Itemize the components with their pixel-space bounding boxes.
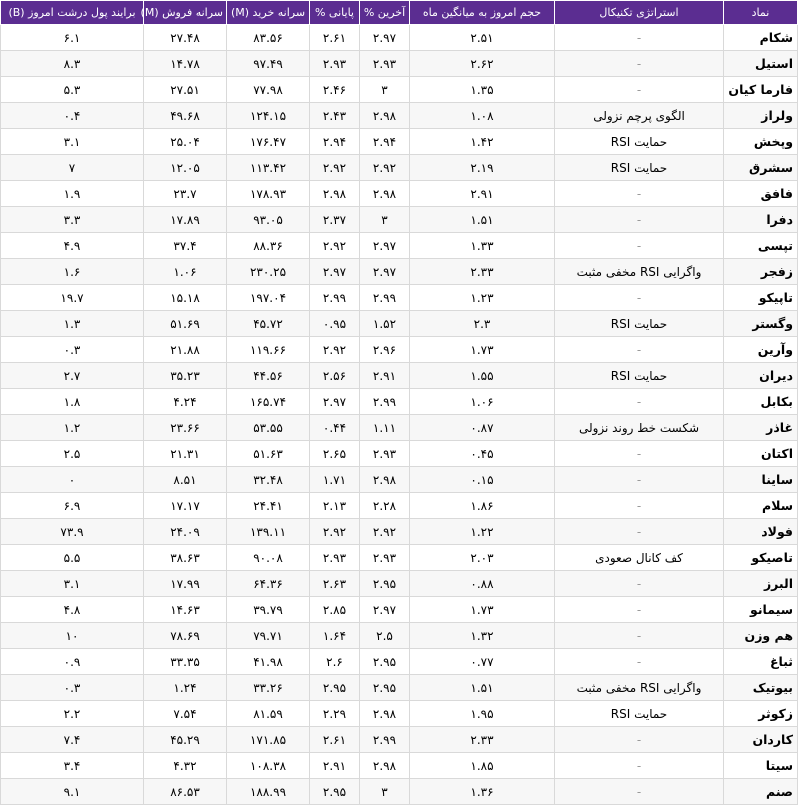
strategy-cell: - xyxy=(555,623,724,649)
money-flow-cell: ۴.۸ xyxy=(1,597,144,623)
buy-per-capita-cell: ۱۱۳.۴۲ xyxy=(227,155,310,181)
money-flow-cell: ۵.۳ xyxy=(1,77,144,103)
last-change-cell: ۲.۹۷ xyxy=(360,25,410,51)
last-change-cell: ۳ xyxy=(360,207,410,233)
sell-per-capita-cell: ۴۵.۲۹ xyxy=(144,727,227,753)
last-change-cell: ۲.۲۸ xyxy=(360,493,410,519)
last-change-cell: ۲.۹۸ xyxy=(360,103,410,129)
volume-ratio-cell: ۱.۵۱ xyxy=(410,207,555,233)
close-change-cell: ۱.۷۱ xyxy=(310,467,360,493)
volume-ratio-cell: ۱.۷۳ xyxy=(410,597,555,623)
strategy-cell: - xyxy=(555,649,724,675)
buy-per-capita-cell: ۸۱.۵۹ xyxy=(227,701,310,727)
close-change-cell: ۲.۹۷ xyxy=(310,259,360,285)
buy-per-capita-cell: ۱۷۸.۹۳ xyxy=(227,181,310,207)
close-change-cell: ۲.۹۲ xyxy=(310,337,360,363)
buy-per-capita-cell: ۴۵.۷۲ xyxy=(227,311,310,337)
strategy-cell: - xyxy=(555,519,724,545)
symbol-cell: فافق xyxy=(724,181,798,207)
table-row xyxy=(1,181,798,207)
symbol-cell: زکوثر xyxy=(724,701,798,727)
close-change-cell: ۲.۶۱ xyxy=(310,727,360,753)
sell-per-capita-cell: ۱۴.۶۳ xyxy=(144,597,227,623)
table-row xyxy=(1,779,798,805)
symbol-cell: تپسی xyxy=(724,233,798,259)
strategy-cell: واگرایی RSI مخفی مثبت xyxy=(555,675,724,701)
volume-ratio-cell: ۱.۳۶ xyxy=(410,779,555,805)
close-change-cell: ۲.۶۳ xyxy=(310,571,360,597)
volume-ratio-cell: ۱.۴۲ xyxy=(410,129,555,155)
volume-ratio-cell: ۱.۸۵ xyxy=(410,753,555,779)
table-row xyxy=(1,623,798,649)
strategy-cell: - xyxy=(555,181,724,207)
symbol-cell: البرز xyxy=(724,571,798,597)
strategy-cell: - xyxy=(555,467,724,493)
symbol-cell: وپخش xyxy=(724,129,798,155)
money-flow-cell: ۵.۵ xyxy=(1,545,144,571)
volume-ratio-cell: ۱.۹۵ xyxy=(410,701,555,727)
money-flow-cell: ۶.۱ xyxy=(1,25,144,51)
last-change-cell: ۲.۹۷ xyxy=(360,259,410,285)
buy-per-capita-cell: ۵۳.۵۵ xyxy=(227,415,310,441)
symbol-cell: هم وزن xyxy=(724,623,798,649)
symbol-cell: تاصیکو xyxy=(724,545,798,571)
table-row xyxy=(1,493,798,519)
close-change-cell: ۲.۹۲ xyxy=(310,519,360,545)
volume-ratio-cell: ۲.۹۱ xyxy=(410,181,555,207)
money-flow-cell: ۷.۴ xyxy=(1,727,144,753)
last-change-cell: ۲.۹۸ xyxy=(360,753,410,779)
volume-ratio-cell: ۰.۷۷ xyxy=(410,649,555,675)
table-row xyxy=(1,207,798,233)
last-change-cell: ۲.۹۳ xyxy=(360,441,410,467)
sell-per-capita-cell: ۱۵.۱۸ xyxy=(144,285,227,311)
money-flow-cell: ۳.۱ xyxy=(1,129,144,155)
strategy-cell: شکست خط روند نزولی xyxy=(555,415,724,441)
symbol-cell: دفرا xyxy=(724,207,798,233)
close-change-cell: ۲.۴۶ xyxy=(310,77,360,103)
last-change-cell: ۲.۹۱ xyxy=(360,363,410,389)
last-change-cell: ۱.۵۲ xyxy=(360,311,410,337)
symbol-cell: زفجر xyxy=(724,259,798,285)
buy-per-capita-cell: ۱۰۸.۳۸ xyxy=(227,753,310,779)
symbol-cell: شکام xyxy=(724,25,798,51)
table-row xyxy=(1,285,798,311)
last-change-cell: ۲.۹۳ xyxy=(360,545,410,571)
header-last: آخرین % xyxy=(360,1,410,25)
money-flow-cell: ۱۹.۷ xyxy=(1,285,144,311)
buy-per-capita-cell: ۲۳۰.۲۵ xyxy=(227,259,310,285)
strategy-cell: - xyxy=(555,753,724,779)
volume-ratio-cell: ۰.۱۵ xyxy=(410,467,555,493)
table-row xyxy=(1,363,798,389)
strategy-cell: کف کانال صعودی xyxy=(555,545,724,571)
strategy-cell: - xyxy=(555,207,724,233)
money-flow-cell: ۱۰ xyxy=(1,623,144,649)
table-row xyxy=(1,597,798,623)
money-flow-cell: ۹.۱ xyxy=(1,779,144,805)
volume-ratio-cell: ۱.۲۳ xyxy=(410,285,555,311)
last-change-cell: ۲.۹۵ xyxy=(360,571,410,597)
money-flow-cell: ۱.۹ xyxy=(1,181,144,207)
buy-per-capita-cell: ۱۱۹.۶۶ xyxy=(227,337,310,363)
money-flow-cell: ۰.۹ xyxy=(1,649,144,675)
last-change-cell: ۲.۵ xyxy=(360,623,410,649)
close-change-cell: ۲.۳۷ xyxy=(310,207,360,233)
header-symbol: نماد xyxy=(724,1,798,25)
sell-per-capita-cell: ۲۱.۸۸ xyxy=(144,337,227,363)
volume-ratio-cell: ۰.۴۵ xyxy=(410,441,555,467)
buy-per-capita-cell: ۱۲۴.۱۵ xyxy=(227,103,310,129)
strategy-cell: - xyxy=(555,493,724,519)
strategy-cell: واگرایی RSI مخفی مثبت xyxy=(555,259,724,285)
close-change-cell: ۲.۹۱ xyxy=(310,753,360,779)
strategy-cell: - xyxy=(555,441,724,467)
buy-per-capita-cell: ۸۳.۵۶ xyxy=(227,25,310,51)
money-flow-cell: ۰.۴ xyxy=(1,103,144,129)
header-row xyxy=(1,1,798,25)
table-row xyxy=(1,701,798,727)
table-row xyxy=(1,155,798,181)
strategy-cell: - xyxy=(555,779,724,805)
close-change-cell: ۰.۴۴ xyxy=(310,415,360,441)
sell-per-capita-cell: ۳۵.۲۳ xyxy=(144,363,227,389)
symbol-cell: وآرین xyxy=(724,337,798,363)
symbol-cell: سشرق xyxy=(724,155,798,181)
symbol-cell: استیل xyxy=(724,51,798,77)
sell-per-capita-cell: ۱.۲۴ xyxy=(144,675,227,701)
money-flow-cell: ۴.۹ xyxy=(1,233,144,259)
money-flow-cell: ۰ xyxy=(1,467,144,493)
buy-per-capita-cell: ۳۹.۷۹ xyxy=(227,597,310,623)
sell-per-capita-cell: ۳۳.۳۵ xyxy=(144,649,227,675)
money-flow-cell: ۰.۳ xyxy=(1,337,144,363)
last-change-cell: ۲.۹۲ xyxy=(360,155,410,181)
symbol-cell: وگستر xyxy=(724,311,798,337)
symbol-cell: سیتا xyxy=(724,753,798,779)
buy-per-capita-cell: ۶۴.۳۶ xyxy=(227,571,310,597)
table-row xyxy=(1,441,798,467)
sell-per-capita-cell: ۱۷.۹۹ xyxy=(144,571,227,597)
last-change-cell: ۲.۹۵ xyxy=(360,675,410,701)
volume-ratio-cell: ۱.۳۵ xyxy=(410,77,555,103)
volume-ratio-cell: ۱.۰۸ xyxy=(410,103,555,129)
money-flow-cell: ۸.۳ xyxy=(1,51,144,77)
sell-per-capita-cell: ۲۴.۰۹ xyxy=(144,519,227,545)
last-change-cell: ۲.۹۸ xyxy=(360,467,410,493)
sell-per-capita-cell: ۲۱.۳۱ xyxy=(144,441,227,467)
money-flow-cell: ۶.۹ xyxy=(1,493,144,519)
money-flow-cell: ۲.۵ xyxy=(1,441,144,467)
sell-per-capita-cell: ۴.۲۴ xyxy=(144,389,227,415)
table-row xyxy=(1,415,798,441)
table-row xyxy=(1,389,798,415)
close-change-cell: ۲.۹۳ xyxy=(310,545,360,571)
volume-ratio-cell: ۱.۷۳ xyxy=(410,337,555,363)
last-change-cell: ۲.۹۶ xyxy=(360,337,410,363)
strategy-cell: الگوی پرچم نزولی xyxy=(555,103,724,129)
close-change-cell: ۰.۹۵ xyxy=(310,311,360,337)
strategy-cell: حمایت RSI xyxy=(555,129,724,155)
sell-per-capita-cell: ۵۱.۶۹ xyxy=(144,311,227,337)
buy-per-capita-cell: ۳۲.۴۸ xyxy=(227,467,310,493)
strategy-cell: حمایت RSI xyxy=(555,701,724,727)
volume-ratio-cell: ۲.۳۳ xyxy=(410,727,555,753)
table-row xyxy=(1,571,798,597)
buy-per-capita-cell: ۸۸.۳۶ xyxy=(227,233,310,259)
table-row xyxy=(1,675,798,701)
strategy-cell: - xyxy=(555,727,724,753)
money-flow-cell: ۳.۴ xyxy=(1,753,144,779)
sell-per-capita-cell: ۴۹.۶۸ xyxy=(144,103,227,129)
symbol-cell: ولراز xyxy=(724,103,798,129)
sell-per-capita-cell: ۲۵.۰۴ xyxy=(144,129,227,155)
table-row xyxy=(1,545,798,571)
symbol-cell: سیمانو xyxy=(724,597,798,623)
last-change-cell: ۲.۹۴ xyxy=(360,129,410,155)
table-row xyxy=(1,467,798,493)
sell-per-capita-cell: ۷۸.۶۹ xyxy=(144,623,227,649)
close-change-cell: ۲.۹۹ xyxy=(310,285,360,311)
buy-per-capita-cell: ۱۶۵.۷۴ xyxy=(227,389,310,415)
symbol-cell: فولاد xyxy=(724,519,798,545)
buy-per-capita-cell: ۱۷۶.۴۷ xyxy=(227,129,310,155)
table-body xyxy=(1,25,798,805)
strategy-cell: - xyxy=(555,233,724,259)
sell-per-capita-cell: ۱۴.۷۸ xyxy=(144,51,227,77)
table-row xyxy=(1,25,798,51)
money-flow-cell: ۱.۲ xyxy=(1,415,144,441)
table-row xyxy=(1,753,798,779)
header-buy-per-capita: سرانه خرید (M) xyxy=(227,1,310,25)
buy-per-capita-cell: ۹۳.۰۵ xyxy=(227,207,310,233)
volume-ratio-cell: ۱.۵۵ xyxy=(410,363,555,389)
strategy-cell: - xyxy=(555,337,724,363)
buy-per-capita-cell: ۴۴.۵۶ xyxy=(227,363,310,389)
volume-ratio-cell: ۱.۲۲ xyxy=(410,519,555,545)
close-change-cell: ۲.۸۵ xyxy=(310,597,360,623)
sell-per-capita-cell: ۲۳.۷ xyxy=(144,181,227,207)
table-row xyxy=(1,337,798,363)
last-change-cell: ۳ xyxy=(360,77,410,103)
close-change-cell: ۲.۹۴ xyxy=(310,129,360,155)
last-change-cell: ۳ xyxy=(360,779,410,805)
volume-ratio-cell: ۱.۳۳ xyxy=(410,233,555,259)
table-row xyxy=(1,649,798,675)
symbol-cell: بکابل xyxy=(724,389,798,415)
close-change-cell: ۲.۶۱ xyxy=(310,25,360,51)
table-row xyxy=(1,233,798,259)
volume-ratio-cell: ۲.۰۳ xyxy=(410,545,555,571)
symbol-cell: صنم xyxy=(724,779,798,805)
table-row xyxy=(1,51,798,77)
header-close: پایانی % xyxy=(310,1,360,25)
buy-per-capita-cell: ۵۱.۶۳ xyxy=(227,441,310,467)
money-flow-cell: ۲.۷ xyxy=(1,363,144,389)
buy-per-capita-cell: ۳۳.۲۶ xyxy=(227,675,310,701)
table-row xyxy=(1,311,798,337)
sell-per-capita-cell: ۸۶.۵۳ xyxy=(144,779,227,805)
close-change-cell: ۱.۶۴ xyxy=(310,623,360,649)
table-header xyxy=(1,1,798,25)
header-volume-ratio: حجم امروز به میانگین ماه xyxy=(410,1,555,25)
buy-per-capita-cell: ۱۳۹.۱۱ xyxy=(227,519,310,545)
sell-per-capita-cell: ۴.۳۲ xyxy=(144,753,227,779)
last-change-cell: ۲.۹۷ xyxy=(360,233,410,259)
last-change-cell: ۲.۹۹ xyxy=(360,727,410,753)
close-change-cell: ۲.۶۵ xyxy=(310,441,360,467)
last-change-cell: ۲.۹۸ xyxy=(360,701,410,727)
buy-per-capita-cell: ۱۷۱.۸۵ xyxy=(227,727,310,753)
sell-per-capita-cell: ۱۷.۱۷ xyxy=(144,493,227,519)
strategy-cell: - xyxy=(555,571,724,597)
close-change-cell: ۲.۹۷ xyxy=(310,389,360,415)
strategy-cell: حمایت RSI xyxy=(555,155,724,181)
table-row xyxy=(1,77,798,103)
header-strategy: استراتژی تکنیکال xyxy=(555,1,724,25)
close-change-cell: ۲.۶ xyxy=(310,649,360,675)
volume-ratio-cell: ۱.۸۶ xyxy=(410,493,555,519)
close-change-cell: ۲.۵۶ xyxy=(310,363,360,389)
volume-ratio-cell: ۲.۱۹ xyxy=(410,155,555,181)
volume-ratio-cell: ۰.۸۸ xyxy=(410,571,555,597)
sell-per-capita-cell: ۳۸.۶۳ xyxy=(144,545,227,571)
table-row xyxy=(1,727,798,753)
volume-ratio-cell: ۲.۳۳ xyxy=(410,259,555,285)
strategy-cell: حمایت RSI xyxy=(555,311,724,337)
strategy-cell: حمایت RSI xyxy=(555,363,724,389)
sell-per-capita-cell: ۱۷.۸۹ xyxy=(144,207,227,233)
close-change-cell: ۲.۹۵ xyxy=(310,779,360,805)
buy-per-capita-cell: ۱۸۸.۹۹ xyxy=(227,779,310,805)
money-flow-cell: ۷ xyxy=(1,155,144,181)
money-flow-cell: ۱.۸ xyxy=(1,389,144,415)
sell-per-capita-cell: ۱.۰۶ xyxy=(144,259,227,285)
volume-ratio-cell: ۲.۵۱ xyxy=(410,25,555,51)
volume-ratio-cell: ۰.۸۷ xyxy=(410,415,555,441)
volume-ratio-cell: ۱.۰۶ xyxy=(410,389,555,415)
strategy-cell: - xyxy=(555,51,724,77)
sell-per-capita-cell: ۲۳.۶۶ xyxy=(144,415,227,441)
symbol-cell: دیران xyxy=(724,363,798,389)
sell-per-capita-cell: ۳۷.۴ xyxy=(144,233,227,259)
buy-per-capita-cell: ۱۹۷.۰۴ xyxy=(227,285,310,311)
table-row xyxy=(1,259,798,285)
sell-per-capita-cell: ۸.۵۱ xyxy=(144,467,227,493)
buy-per-capita-cell: ۹۷.۴۹ xyxy=(227,51,310,77)
close-change-cell: ۲.۱۳ xyxy=(310,493,360,519)
strategy-cell: - xyxy=(555,285,724,311)
volume-ratio-cell: ۲.۳ xyxy=(410,311,555,337)
header-money-flow: برایند پول درشت امروز (B) xyxy=(1,1,144,25)
symbol-cell: بیوتیک xyxy=(724,675,798,701)
volume-ratio-cell: ۱.۳۲ xyxy=(410,623,555,649)
money-flow-cell: ۱.۳ xyxy=(1,311,144,337)
buy-per-capita-cell: ۹۰.۰۸ xyxy=(227,545,310,571)
symbol-cell: تاپیکو xyxy=(724,285,798,311)
last-change-cell: ۲.۹۳ xyxy=(360,51,410,77)
symbol-cell: فارما کیان xyxy=(724,77,798,103)
close-change-cell: ۲.۹۲ xyxy=(310,233,360,259)
close-change-cell: ۲.۹۵ xyxy=(310,675,360,701)
header-sell-per-capita: سرانه فروش (M) xyxy=(144,1,227,25)
symbol-cell: اکتان xyxy=(724,441,798,467)
money-flow-cell: ۲.۲ xyxy=(1,701,144,727)
buy-per-capita-cell: ۷۷.۹۸ xyxy=(227,77,310,103)
money-flow-cell: ۳.۱ xyxy=(1,571,144,597)
money-flow-cell: ۰.۳ xyxy=(1,675,144,701)
volume-ratio-cell: ۱.۵۱ xyxy=(410,675,555,701)
symbol-cell: ساینا xyxy=(724,467,798,493)
volume-ratio-cell: ۲.۶۲ xyxy=(410,51,555,77)
money-flow-cell: ۱.۶ xyxy=(1,259,144,285)
sell-per-capita-cell: ۷.۵۴ xyxy=(144,701,227,727)
money-flow-cell: ۷۳.۹ xyxy=(1,519,144,545)
strategy-cell: - xyxy=(555,77,724,103)
close-change-cell: ۲.۴۳ xyxy=(310,103,360,129)
money-flow-cell: ۳.۳ xyxy=(1,207,144,233)
close-change-cell: ۲.۲۹ xyxy=(310,701,360,727)
close-change-cell: ۲.۹۸ xyxy=(310,181,360,207)
symbol-cell: غاذر xyxy=(724,415,798,441)
symbol-cell: کاردان xyxy=(724,727,798,753)
close-change-cell: ۲.۹۲ xyxy=(310,155,360,181)
symbol-cell: ثباغ xyxy=(724,649,798,675)
strategy-cell: - xyxy=(555,389,724,415)
buy-per-capita-cell: ۴۱.۹۸ xyxy=(227,649,310,675)
sell-per-capita-cell: ۱۲.۰۵ xyxy=(144,155,227,181)
sell-per-capita-cell: ۲۷.۵۱ xyxy=(144,77,227,103)
strategy-cell: - xyxy=(555,25,724,51)
last-change-cell: ۱.۱۱ xyxy=(360,415,410,441)
buy-per-capita-cell: ۲۴.۴۱ xyxy=(227,493,310,519)
table-row xyxy=(1,129,798,155)
strategy-cell: - xyxy=(555,597,724,623)
last-change-cell: ۲.۹۵ xyxy=(360,649,410,675)
last-change-cell: ۲.۹۹ xyxy=(360,285,410,311)
last-change-cell: ۲.۹۹ xyxy=(360,389,410,415)
table-row xyxy=(1,519,798,545)
last-change-cell: ۲.۹۸ xyxy=(360,181,410,207)
last-change-cell: ۲.۹۷ xyxy=(360,597,410,623)
buy-per-capita-cell: ۷۹.۷۱ xyxy=(227,623,310,649)
symbol-cell: سلام xyxy=(724,493,798,519)
last-change-cell: ۲.۹۲ xyxy=(360,519,410,545)
close-change-cell: ۲.۹۳ xyxy=(310,51,360,77)
sell-per-capita-cell: ۲۷.۴۸ xyxy=(144,25,227,51)
table-row xyxy=(1,103,798,129)
